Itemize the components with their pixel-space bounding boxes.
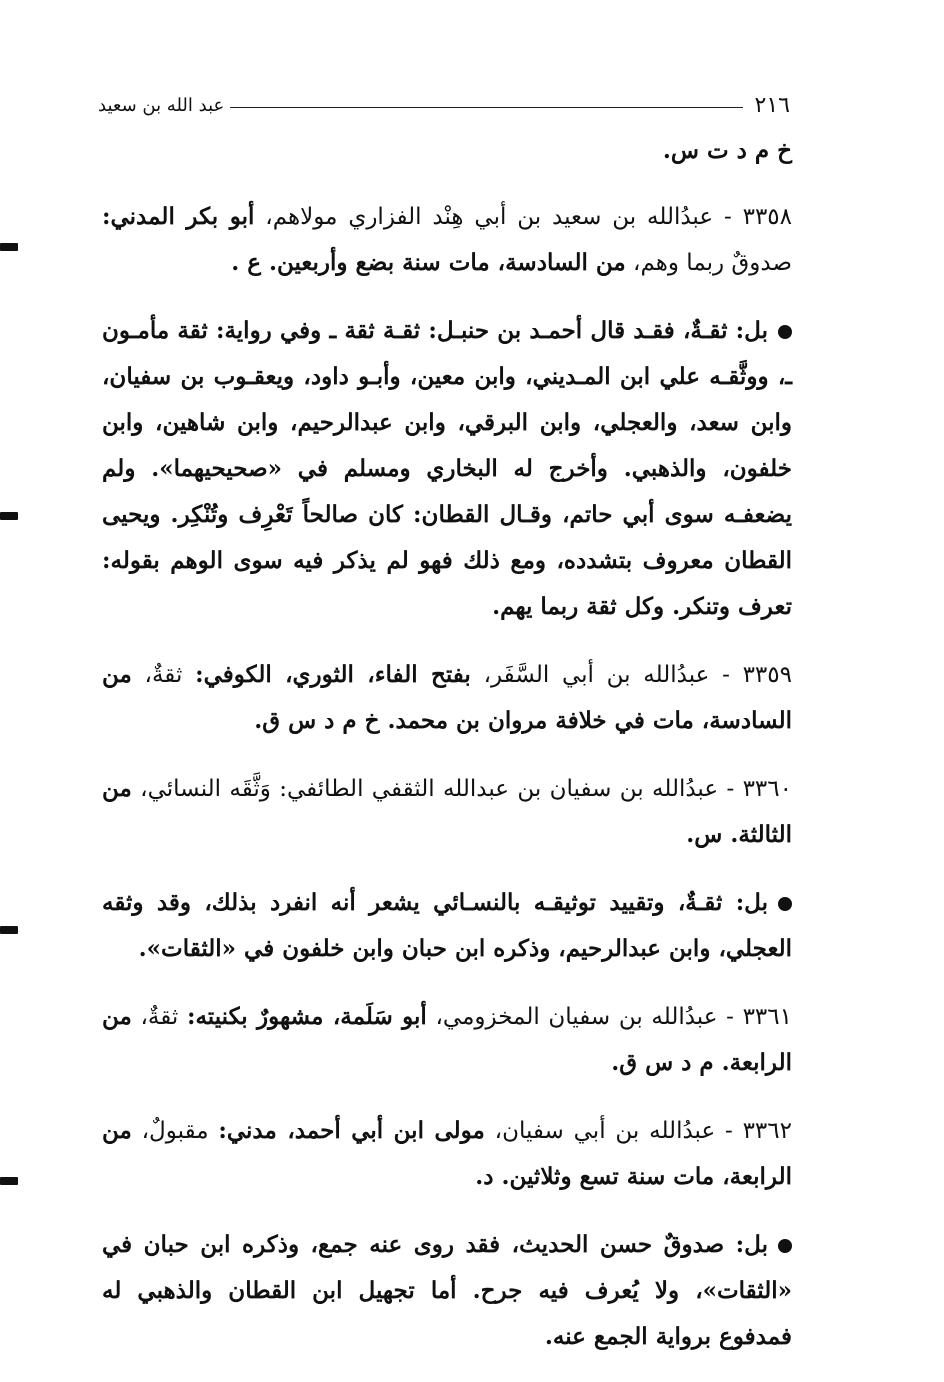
biography-entry xyxy=(102,1108,792,1200)
bullet-icon xyxy=(778,1239,792,1253)
bold-text: بل: صدوقٌ حسن الحديث، فقد روى عنه جمع، وذكره ابن حبان في «الثقات»، ولا يُعرف فيه جرح. أما تجهيل ابن القطان والذهبي له فمدفوع برواية الجمع عنه. xyxy=(102,1231,792,1350)
header-rule xyxy=(230,107,742,108)
commentary-paragraph xyxy=(102,308,792,630)
regular-text: ٣٣٦٠ - عبدُالله بن سفيان بن عبدالله الثقفي الطائفي: وَثَّقَه النسائي، xyxy=(131,776,792,802)
regular-text: ٣٣٥٨ - عبدُالله بن سعيد بن أبي هِنْد الفزاري مولاهم، xyxy=(254,204,793,230)
page-number: ٢١٦ xyxy=(754,92,790,118)
regular-text: ثقةٌ، xyxy=(131,1004,187,1030)
bold-text: بفتح الفاء، الثوري، الكوفي: xyxy=(195,661,471,688)
bullet-icon xyxy=(778,897,792,911)
bold-text: بل: ثقـةٌ، وتقييد توثيقـه بالنسـائي يشعر أنه انفرد بذلك، وقد وثقه العجلي، وابن عبدالرحيم، وذكره ابن حبان وابن خلفون في «الثقات». xyxy=(102,889,792,962)
codes-text: خ م د ت س. xyxy=(662,137,792,164)
commentary-paragraph xyxy=(102,880,792,972)
regular-text: صدوقٌ ربما وهم، xyxy=(625,250,792,276)
bold-text: من السادسة، مات سنة بضع وأربعين. ع . xyxy=(231,249,626,276)
biography-entry xyxy=(102,766,792,858)
biography-entry xyxy=(102,994,792,1086)
biography-entry xyxy=(102,194,792,286)
margin-mark xyxy=(0,926,18,934)
codes-line xyxy=(102,128,792,174)
regular-text: ٣٣٥٩ - عبدُالله بن أبي السَّفَر، xyxy=(470,662,792,688)
regular-text: ثقةٌ، xyxy=(131,662,196,688)
biography-entry xyxy=(102,652,792,744)
bullet-icon xyxy=(778,325,792,339)
bold-text: مولى ابن أبي أحمد، مدني: xyxy=(218,1117,485,1144)
commentary-paragraph xyxy=(102,1222,792,1360)
bold-text: من الرابعة، مات سنة تسع وثلاثين. د. xyxy=(102,1117,792,1190)
page-header xyxy=(98,88,790,122)
regular-text: مقبولٌ، xyxy=(131,1118,219,1144)
bold-text: من الثالثة. س. xyxy=(102,775,792,848)
margin-mark xyxy=(0,243,18,251)
regular-text: ٣٣٦١ - عبدُالله بن سفيان المخزومي، xyxy=(426,1004,792,1030)
bold-text: بل: ثقـةٌ، فقـد قال أحمـد بن حنبـل: ثقـة ثقة ـ وفي رواية: ثقة مأمـون ـ، ووثَّقـه علي ابن المـديني، وابن معين، وأبـو داود، ويعقـوب بن سفيان، وابن سعد، والعجلي، وابن البرقي، وابن عبدالرحيم، وابن شاهين، وابن خلفون، والذهبي. وأخرج له البخاري ومسلم في «صحيحيهما». ولم يضعفـه سوى أبي حاتم، وقـال القطان: كان صالحاً تَعْرِف وتُنْكِر. ويحيى القطان معروف بتشدده، ومع ذلك فهو لم يذكر فيه سوى الوهم بقوله: تعرف وتنكر. وكل ثقة ربما يهم. xyxy=(102,317,792,620)
bold-text: من السادسة، مات في خلافة مروان بن محمد. خ م د س ق. xyxy=(102,661,792,734)
bold-text: من الرابعة. م د س ق. xyxy=(102,1003,792,1076)
bold-text: أبو بكر المدني: xyxy=(102,203,255,230)
running-title: عبد الله بن سعيد xyxy=(98,94,225,116)
page-content xyxy=(102,128,792,1382)
bold-text: أبو سَلَمة، مشهورٌ بكنيته: xyxy=(186,1003,427,1030)
margin-mark xyxy=(0,512,18,520)
regular-text: ٣٣٦٢ - عبدُالله بن أبي سفيان، xyxy=(484,1118,792,1144)
margin-mark xyxy=(0,1177,18,1185)
